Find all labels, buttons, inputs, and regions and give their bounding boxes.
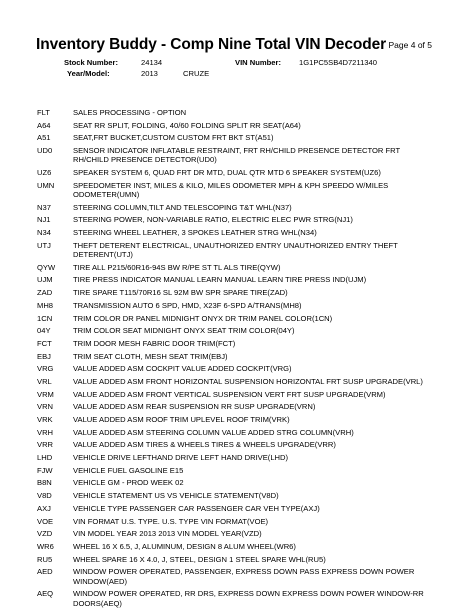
option-row: [37, 364, 437, 373]
option-row: [37, 263, 437, 272]
option-description: WHEEL 16 X 6.5, J, ALUMINUM, DESIGN 8 ALUM WHEEL(WR6): [73, 541, 296, 551]
option-row: [37, 326, 437, 335]
option-row: [37, 440, 437, 449]
vin-number-value: 1G1PC5SB4D7211340: [299, 58, 377, 67]
option-row: [37, 108, 437, 117]
option-code: VRL: [37, 376, 52, 386]
option-row: [37, 203, 437, 212]
option-row: [37, 567, 437, 586]
option-description: VALUE ADDED ASM FRONT VERTICAL SUSPENSION VERT FRT SUSP UPGRADE(VRM): [73, 389, 386, 399]
option-row: [37, 453, 437, 462]
option-code: VRM: [37, 389, 54, 399]
option-code: VRR: [37, 440, 54, 450]
option-description: VALUE ADDED ASM TIRES & WHEELS TIRES & WHEELS UPGRADE(VRR): [73, 440, 336, 450]
option-row: [37, 339, 437, 348]
year-model-label: Year/Model:: [67, 69, 110, 78]
option-code: AEQ: [37, 589, 54, 599]
option-row: [37, 478, 437, 487]
option-row: [37, 415, 437, 424]
option-row: [37, 181, 437, 200]
option-description: VALUE ADDED ASM FRONT HORIZONTAL SUSPENSION HORIZONTAL FRT SUSP UPGRADE(VRL): [73, 376, 423, 386]
option-row: [37, 428, 437, 437]
option-row: [37, 589, 437, 608]
option-code: FLT: [37, 108, 50, 117]
option-description: TRIM COLOR SEAT MIDNIGHT ONYX SEAT TRIM COLOR(04Y): [73, 326, 295, 336]
option-description: TIRE SPARE T115/70R16 SL 92M BW SPR SPARE TIRE(ZAD): [73, 288, 288, 298]
option-description: SEAT,FRT BUCKET,CUSTOM CUSTOM FRT BKT ST(A51): [73, 133, 274, 143]
option-row: [37, 146, 437, 165]
option-code: LHD: [37, 453, 53, 463]
option-description: VEHICLE STATEMENT US VS VEHICLE STATEMENT(V8D): [73, 491, 279, 501]
option-row: [37, 466, 437, 475]
option-description: TRIM DOOR MESH FABRIC DOOR TRIM(FCT): [73, 338, 236, 348]
option-row: [37, 352, 437, 361]
option-code: N34: [37, 228, 51, 238]
option-code: VZD: [37, 529, 53, 539]
option-description: WHEEL SPARE 16 X 4.0, J, STEEL, DESIGN 1 STEEL SPARE WHL(RU5): [73, 554, 326, 564]
option-row: [37, 390, 437, 399]
option-code: UJM: [37, 275, 53, 285]
option-description: TRIM SEAT CLOTH, MESH SEAT TRIM(EBJ): [73, 351, 228, 361]
option-description: WINDOW POWER OPERATED, PASSENGER, EXPRESS DOWN PASS EXPRESS DOWN POWER WINDOW(AED): [73, 567, 415, 586]
option-description: VIN MODEL YEAR 2013 2013 VIN MODEL YEAR(VZD): [73, 529, 262, 539]
stock-number-value: 24134: [141, 58, 163, 67]
option-code: A51: [37, 133, 51, 143]
option-description: TIRE ALL P215/60R16-94S BW R/PE ST TL ALS TIRE(QYW): [73, 262, 281, 272]
option-row: [37, 529, 437, 538]
year-value: 2013: [141, 69, 158, 78]
option-row: [37, 542, 437, 551]
option-code: B8N: [37, 478, 52, 488]
option-code: AED: [37, 567, 53, 577]
option-description: TRANSMISSION AUTO 6 SPD, HMD, X23F 6-SPD A/TRANS(MH8): [73, 300, 302, 310]
option-code: EBJ: [37, 351, 51, 361]
option-description: STEERING POWER, NON-VARIABLE RATIO, ELECTRIC ELEC PWR STRG(NJ1): [73, 215, 353, 225]
option-description: WINDOW POWER OPERATED, RR DRS, EXPRESS DOWN EXPRESS DOWN POWER WINDOW-RR DOORS(AEQ): [73, 589, 424, 608]
option-description: SENSOR INDICATOR INFLATABLE RESTRAINT, FRT RH/CHILD PRESENCE DETECTOR FRT RH/CHILD PRESENCE DETECTOR(UD0): [73, 146, 401, 165]
option-description: VIN FORMAT U.S. TYPE. U.S. TYPE VIN FORMAT(VOE): [73, 516, 269, 526]
option-description: TRIM COLOR DR PANEL MIDNIGHT ONYX DR TRIM PANEL COLOR(1CN): [73, 313, 333, 323]
option-code: ZAD: [37, 288, 53, 298]
option-description: VEHICLE FUEL GASOLINE E15: [73, 465, 184, 475]
model-value: CRUZE: [183, 69, 210, 78]
option-code: VRK: [37, 415, 53, 425]
option-code: V8D: [37, 491, 52, 501]
option-code: VRG: [37, 364, 54, 374]
option-code: RU5: [37, 554, 53, 564]
option-code: AXJ: [37, 503, 51, 513]
option-description: VALUE ADDED ASM ROOF TRIM UPLEVEL ROOF TRIM(VRK): [73, 415, 290, 425]
option-row: [37, 288, 437, 297]
option-code: FJW: [37, 465, 53, 475]
option-code: VRN: [37, 402, 54, 412]
option-code: 04Y: [37, 326, 51, 336]
option-code: N37: [37, 202, 51, 212]
option-code: NJ1: [37, 215, 51, 225]
option-description: TIRE PRESS INDICATOR MANUAL LEARN MANUAL LEARN TIRE PRESS IND(UJM): [73, 275, 367, 285]
option-row: [37, 275, 437, 284]
option-code: VOE: [37, 516, 54, 526]
option-code: WR6: [37, 541, 54, 551]
option-row: [37, 301, 437, 310]
option-row: [37, 491, 437, 500]
option-description: VALUE ADDED ASM REAR SUSPENSION RR SUSP UPGRADE(VRN): [73, 402, 316, 412]
option-row: [37, 377, 437, 386]
option-code: QYW: [37, 262, 56, 272]
option-row: [37, 402, 437, 411]
option-description: VALUE ADDED ASM COCKPIT VALUE ADDED COCKPIT(VRG): [73, 364, 292, 374]
page-number: Page 4 of 5: [388, 40, 432, 50]
option-description: VEHICLE DRIVE LEFTHAND DRIVE LEFT HAND DRIVE(LHD): [73, 453, 289, 463]
option-code: UMN: [37, 180, 55, 190]
option-row: [37, 121, 437, 130]
option-code: A64: [37, 120, 51, 130]
stock-number-label: Stock Number:: [64, 58, 119, 67]
option-row: [37, 168, 437, 177]
option-row: [37, 504, 437, 513]
option-description: SEAT RR SPLIT, FOLDING, 40/60 FOLDING SPLIT RR SEAT(A64): [73, 120, 301, 130]
option-description: VALUE ADDED ASM STEERING COLUMN VALUE ADDED STRG COLUMN(VRH): [73, 427, 354, 437]
option-description: SPEAKER SYSTEM 6, QUAD FRT DR MTD, DUAL QTR MTD 6 SPEAKER SYSTEM(UZ6): [73, 168, 381, 178]
option-description: VEHICLE GM - PROD WEEK 02: [73, 478, 184, 488]
option-code: UD0: [37, 146, 53, 156]
option-description: SALES PROCESSING - OPTION: [73, 108, 187, 117]
option-code: VRH: [37, 427, 54, 437]
option-row: [37, 133, 437, 142]
option-code: MH8: [37, 300, 54, 310]
option-code: UTJ: [37, 240, 51, 250]
option-description: SPEEDOMETER INST, MILES & KILO, MILES ODOMETER MPH & KPH SPEEDO W/MILES ODOMETER(UMN): [73, 180, 389, 200]
option-description: STEERING COLUMN,TILT AND TELESCOPING T&T WHL(N37): [73, 202, 292, 212]
option-description: THEFT DETERENT ELECTRICAL, UNAUTHORIZED ENTRY UNAUTHORIZED ENTRY THEFT DETERENT(UTJ): [73, 240, 398, 260]
vin-number-label: VIN Number:: [235, 58, 281, 67]
option-code: FCT: [37, 338, 52, 348]
option-row: [37, 228, 437, 237]
option-row: [37, 517, 437, 526]
option-list: [37, 108, 437, 611]
option-row: [37, 555, 437, 564]
option-row: [37, 215, 437, 224]
option-description: STEERING WHEEL LEATHER, 3 SPOKES LEATHER STRG WHL(N34): [73, 228, 317, 238]
option-description: VEHICLE TYPE PASSENGER CAR PASSENGER CAR VEH TYPE(AXJ): [73, 503, 320, 513]
option-row: [37, 241, 437, 260]
option-row: [37, 314, 437, 323]
page-title: Inventory Buddy - Comp Nine Total VIN Decoder: [36, 36, 387, 53]
option-code: 1CN: [37, 313, 53, 323]
option-code: UZ6: [37, 168, 52, 178]
